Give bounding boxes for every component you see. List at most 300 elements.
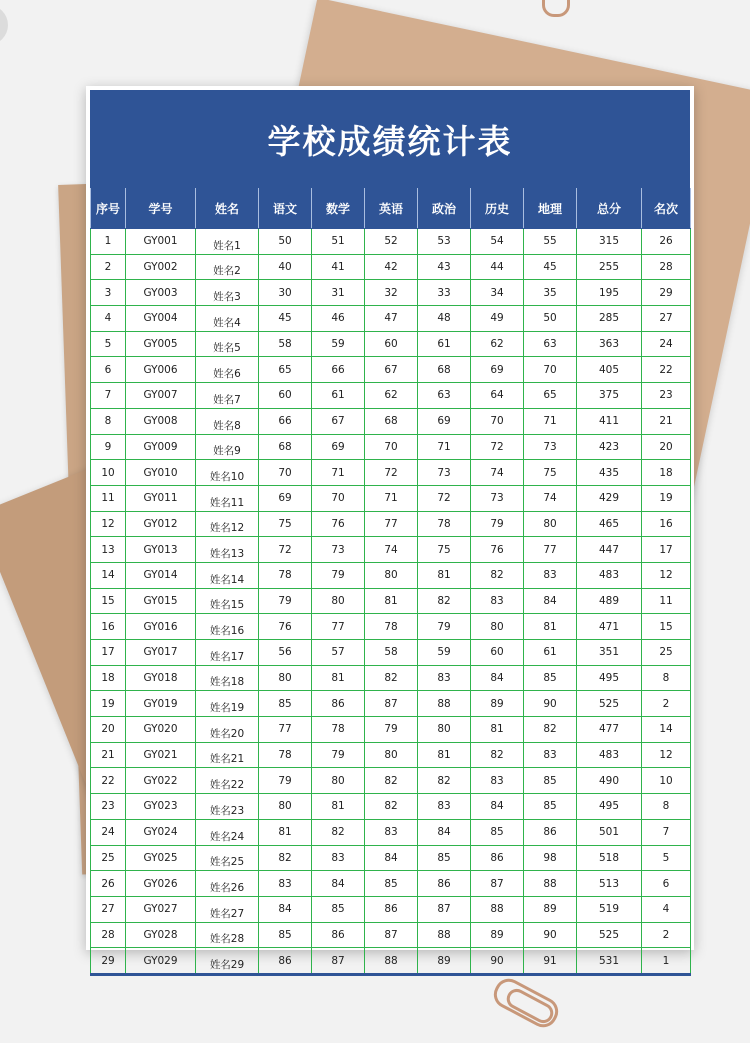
cell-col-total: 518 xyxy=(577,845,642,871)
cell-col-student-id: GY016 xyxy=(126,614,196,640)
cell-col-history: 76 xyxy=(471,537,524,563)
cell-col-politics: 73 xyxy=(418,460,471,486)
table-row xyxy=(91,871,691,897)
cell-col-math: 81 xyxy=(312,665,365,691)
cell-col-name: 姓名28 xyxy=(196,922,259,948)
cell-col-student-id: GY024 xyxy=(126,819,196,845)
cell-col-history: 87 xyxy=(471,871,524,897)
cell-col-geography: 84 xyxy=(524,588,577,614)
cell-col-politics: 72 xyxy=(418,485,471,511)
cell-col-history: 49 xyxy=(471,306,524,332)
cell-col-english: 87 xyxy=(365,922,418,948)
cell-col-name: 姓名11 xyxy=(196,485,259,511)
cell-col-chinese: 79 xyxy=(259,588,312,614)
cell-col-name: 姓名16 xyxy=(196,614,259,640)
cell-col-politics: 75 xyxy=(418,537,471,563)
cell-col-index: 25 xyxy=(91,845,126,871)
cell-col-name: 姓名7 xyxy=(196,383,259,409)
cell-col-student-id: GY029 xyxy=(126,948,196,975)
cell-col-politics: 63 xyxy=(418,383,471,409)
cell-col-index: 28 xyxy=(91,922,126,948)
cell-col-english: 78 xyxy=(365,614,418,640)
cell-col-name: 姓名9 xyxy=(196,434,259,460)
cell-col-geography: 82 xyxy=(524,717,577,743)
cell-col-english: 52 xyxy=(365,229,418,255)
cell-col-total: 525 xyxy=(577,922,642,948)
cell-col-index: 26 xyxy=(91,871,126,897)
cell-col-rank: 17 xyxy=(642,537,691,563)
cell-col-total: 501 xyxy=(577,819,642,845)
cell-col-geography: 65 xyxy=(524,383,577,409)
cell-col-total: 429 xyxy=(577,485,642,511)
cell-col-english: 47 xyxy=(365,306,418,332)
cell-col-math: 86 xyxy=(312,691,365,717)
cell-col-chinese: 58 xyxy=(259,331,312,357)
table-row xyxy=(91,254,691,280)
cell-col-math: 82 xyxy=(312,819,365,845)
cell-col-name: 姓名8 xyxy=(196,408,259,434)
cell-col-student-id: GY022 xyxy=(126,768,196,794)
cell-col-name: 姓名24 xyxy=(196,819,259,845)
table-row xyxy=(91,742,691,768)
cell-col-index: 17 xyxy=(91,640,126,666)
cell-col-chinese: 81 xyxy=(259,819,312,845)
cell-col-geography: 35 xyxy=(524,280,577,306)
table-row xyxy=(91,614,691,640)
cell-col-politics: 43 xyxy=(418,254,471,280)
cell-col-math: 87 xyxy=(312,948,365,975)
title-bar xyxy=(90,90,690,188)
cell-col-index: 10 xyxy=(91,460,126,486)
cell-col-geography: 85 xyxy=(524,794,577,820)
cell-col-rank: 29 xyxy=(642,280,691,306)
cell-col-student-id: GY011 xyxy=(126,485,196,511)
cell-col-history: 83 xyxy=(471,768,524,794)
cell-col-english: 67 xyxy=(365,357,418,383)
cell-col-english: 77 xyxy=(365,511,418,537)
cell-col-geography: 83 xyxy=(524,742,577,768)
cell-col-history: 82 xyxy=(471,742,524,768)
cell-col-total: 483 xyxy=(577,742,642,768)
cell-col-name: 姓名10 xyxy=(196,460,259,486)
cell-col-name: 姓名14 xyxy=(196,562,259,588)
cell-col-politics: 53 xyxy=(418,229,471,255)
cell-col-chinese: 68 xyxy=(259,434,312,460)
cell-col-index: 4 xyxy=(91,306,126,332)
cell-col-politics: 89 xyxy=(418,948,471,975)
cell-col-politics: 81 xyxy=(418,742,471,768)
cell-col-english: 88 xyxy=(365,948,418,975)
cell-col-rank: 20 xyxy=(642,434,691,460)
table-row xyxy=(91,460,691,486)
cell-col-index: 9 xyxy=(91,434,126,460)
cell-col-total: 435 xyxy=(577,460,642,486)
cell-col-politics: 80 xyxy=(418,717,471,743)
cell-col-math: 51 xyxy=(312,229,365,255)
cell-col-name: 姓名15 xyxy=(196,588,259,614)
cell-col-index: 16 xyxy=(91,614,126,640)
cell-col-name: 姓名3 xyxy=(196,280,259,306)
cell-col-rank: 21 xyxy=(642,408,691,434)
header-col-history: 历史 xyxy=(471,188,524,229)
cell-col-index: 22 xyxy=(91,768,126,794)
cell-col-english: 42 xyxy=(365,254,418,280)
cell-col-name: 姓名17 xyxy=(196,640,259,666)
cell-col-chinese: 56 xyxy=(259,640,312,666)
cell-col-english: 81 xyxy=(365,588,418,614)
cell-col-history: 82 xyxy=(471,562,524,588)
cell-col-chinese: 79 xyxy=(259,768,312,794)
cell-col-index: 3 xyxy=(91,280,126,306)
cell-col-history: 88 xyxy=(471,896,524,922)
cell-col-history: 44 xyxy=(471,254,524,280)
cell-col-geography: 98 xyxy=(524,845,577,871)
cell-col-index: 15 xyxy=(91,588,126,614)
cell-col-geography: 50 xyxy=(524,306,577,332)
cell-col-student-id: GY017 xyxy=(126,640,196,666)
cell-col-chinese: 40 xyxy=(259,254,312,280)
cell-col-index: 20 xyxy=(91,717,126,743)
table-row xyxy=(91,768,691,794)
cell-col-history: 79 xyxy=(471,511,524,537)
cell-col-index: 8 xyxy=(91,408,126,434)
cell-col-rank: 22 xyxy=(642,357,691,383)
header-col-total: 总分 xyxy=(577,188,642,229)
cell-col-rank: 14 xyxy=(642,717,691,743)
cell-col-math: 70 xyxy=(312,485,365,511)
cell-col-politics: 88 xyxy=(418,922,471,948)
table-row xyxy=(91,819,691,845)
cell-col-english: 82 xyxy=(365,665,418,691)
cell-col-total: 423 xyxy=(577,434,642,460)
cell-col-chinese: 75 xyxy=(259,511,312,537)
cell-col-history: 54 xyxy=(471,229,524,255)
table-row xyxy=(91,537,691,563)
cell-col-rank: 8 xyxy=(642,794,691,820)
cell-col-geography: 77 xyxy=(524,537,577,563)
cell-col-student-id: GY012 xyxy=(126,511,196,537)
cell-col-index: 21 xyxy=(91,742,126,768)
cell-col-name: 姓名26 xyxy=(196,871,259,897)
cell-col-math: 67 xyxy=(312,408,365,434)
cell-col-student-id: GY010 xyxy=(126,460,196,486)
cell-col-english: 72 xyxy=(365,460,418,486)
cell-col-total: 285 xyxy=(577,306,642,332)
cell-col-politics: 68 xyxy=(418,357,471,383)
cell-col-geography: 88 xyxy=(524,871,577,897)
cell-col-math: 80 xyxy=(312,768,365,794)
cell-col-geography: 91 xyxy=(524,948,577,975)
cell-col-math: 86 xyxy=(312,922,365,948)
cell-col-total: 411 xyxy=(577,408,642,434)
cell-col-name: 姓名19 xyxy=(196,691,259,717)
cell-col-total: 315 xyxy=(577,229,642,255)
cell-col-politics: 85 xyxy=(418,845,471,871)
table-body xyxy=(91,229,691,975)
cell-col-chinese: 85 xyxy=(259,922,312,948)
cell-col-student-id: GY019 xyxy=(126,691,196,717)
cell-col-student-id: GY001 xyxy=(126,229,196,255)
header-col-index: 序号 xyxy=(91,188,126,229)
cell-col-math: 84 xyxy=(312,871,365,897)
cell-col-student-id: GY021 xyxy=(126,742,196,768)
cell-col-total: 465 xyxy=(577,511,642,537)
cell-col-index: 12 xyxy=(91,511,126,537)
cell-col-history: 62 xyxy=(471,331,524,357)
cell-col-math: 59 xyxy=(312,331,365,357)
cell-col-politics: 82 xyxy=(418,588,471,614)
cell-col-english: 83 xyxy=(365,819,418,845)
cell-col-geography: 45 xyxy=(524,254,577,280)
cell-col-english: 74 xyxy=(365,537,418,563)
cell-col-history: 85 xyxy=(471,819,524,845)
cell-col-student-id: GY025 xyxy=(126,845,196,871)
cell-col-history: 83 xyxy=(471,588,524,614)
cell-col-rank: 4 xyxy=(642,896,691,922)
cell-col-chinese: 78 xyxy=(259,562,312,588)
cell-col-politics: 84 xyxy=(418,819,471,845)
cell-col-total: 525 xyxy=(577,691,642,717)
table-row xyxy=(91,229,691,255)
cell-col-rank: 27 xyxy=(642,306,691,332)
cell-col-politics: 71 xyxy=(418,434,471,460)
table-row xyxy=(91,306,691,332)
cell-col-total: 255 xyxy=(577,254,642,280)
cell-col-math: 66 xyxy=(312,357,365,383)
cell-col-name: 姓名2 xyxy=(196,254,259,280)
cell-col-chinese: 80 xyxy=(259,665,312,691)
cell-col-english: 80 xyxy=(365,562,418,588)
cell-col-total: 489 xyxy=(577,588,642,614)
cell-col-total: 195 xyxy=(577,280,642,306)
cell-col-name: 姓名12 xyxy=(196,511,259,537)
cell-col-english: 58 xyxy=(365,640,418,666)
header-col-english: 英语 xyxy=(365,188,418,229)
cell-col-chinese: 76 xyxy=(259,614,312,640)
cell-col-geography: 71 xyxy=(524,408,577,434)
cell-col-math: 41 xyxy=(312,254,365,280)
cell-col-student-id: GY002 xyxy=(126,254,196,280)
cell-col-history: 60 xyxy=(471,640,524,666)
table-row xyxy=(91,691,691,717)
cell-col-history: 80 xyxy=(471,614,524,640)
cell-col-english: 82 xyxy=(365,794,418,820)
cell-col-math: 31 xyxy=(312,280,365,306)
header-col-politics: 政治 xyxy=(418,188,471,229)
cell-col-rank: 8 xyxy=(642,665,691,691)
cell-col-student-id: GY006 xyxy=(126,357,196,383)
cell-col-name: 姓名18 xyxy=(196,665,259,691)
header-col-name: 姓名 xyxy=(196,188,259,229)
cell-col-rank: 5 xyxy=(642,845,691,871)
cell-col-index: 24 xyxy=(91,819,126,845)
cell-col-english: 60 xyxy=(365,331,418,357)
cell-col-name: 姓名29 xyxy=(196,948,259,975)
cell-col-english: 85 xyxy=(365,871,418,897)
table-row xyxy=(91,665,691,691)
cell-col-geography: 90 xyxy=(524,691,577,717)
cell-col-student-id: GY009 xyxy=(126,434,196,460)
cell-col-total: 519 xyxy=(577,896,642,922)
cell-col-chinese: 77 xyxy=(259,717,312,743)
cell-col-history: 70 xyxy=(471,408,524,434)
cell-col-name: 姓名20 xyxy=(196,717,259,743)
cell-col-geography: 86 xyxy=(524,819,577,845)
cell-col-student-id: GY013 xyxy=(126,537,196,563)
cell-col-chinese: 45 xyxy=(259,306,312,332)
cell-col-chinese: 84 xyxy=(259,896,312,922)
header-col-math: 数学 xyxy=(312,188,365,229)
cell-col-geography: 80 xyxy=(524,511,577,537)
cell-col-rank: 16 xyxy=(642,511,691,537)
table-row xyxy=(91,562,691,588)
cell-col-chinese: 50 xyxy=(259,229,312,255)
cell-col-english: 70 xyxy=(365,434,418,460)
cell-col-student-id: GY005 xyxy=(126,331,196,357)
cell-col-geography: 85 xyxy=(524,768,577,794)
cell-col-student-id: GY014 xyxy=(126,562,196,588)
cell-col-math: 46 xyxy=(312,306,365,332)
cell-col-history: 64 xyxy=(471,383,524,409)
cell-col-total: 375 xyxy=(577,383,642,409)
cell-col-name: 姓名22 xyxy=(196,768,259,794)
cell-col-math: 79 xyxy=(312,742,365,768)
cell-col-index: 29 xyxy=(91,948,126,975)
cell-col-math: 85 xyxy=(312,896,365,922)
cell-col-name: 姓名23 xyxy=(196,794,259,820)
cell-col-geography: 70 xyxy=(524,357,577,383)
cell-col-geography: 74 xyxy=(524,485,577,511)
cell-col-name: 姓名5 xyxy=(196,331,259,357)
cell-col-politics: 81 xyxy=(418,562,471,588)
cell-col-chinese: 65 xyxy=(259,357,312,383)
cell-col-geography: 85 xyxy=(524,665,577,691)
cell-col-history: 74 xyxy=(471,460,524,486)
background-decoration xyxy=(0,5,8,45)
cell-col-english: 79 xyxy=(365,717,418,743)
cell-col-geography: 81 xyxy=(524,614,577,640)
table-row xyxy=(91,511,691,537)
paper-clip-icon xyxy=(542,0,570,17)
cell-col-history: 73 xyxy=(471,485,524,511)
cell-col-english: 32 xyxy=(365,280,418,306)
cell-col-name: 姓名13 xyxy=(196,537,259,563)
cell-col-politics: 79 xyxy=(418,614,471,640)
cell-col-politics: 33 xyxy=(418,280,471,306)
cell-col-rank: 2 xyxy=(642,922,691,948)
cell-col-index: 19 xyxy=(91,691,126,717)
cell-col-name: 姓名1 xyxy=(196,229,259,255)
cell-col-chinese: 70 xyxy=(259,460,312,486)
cell-col-english: 71 xyxy=(365,485,418,511)
cell-col-chinese: 69 xyxy=(259,485,312,511)
cell-col-student-id: GY023 xyxy=(126,794,196,820)
cell-col-politics: 87 xyxy=(418,896,471,922)
cell-col-history: 89 xyxy=(471,922,524,948)
cell-col-history: 90 xyxy=(471,948,524,975)
cell-col-geography: 90 xyxy=(524,922,577,948)
cell-col-history: 34 xyxy=(471,280,524,306)
cell-col-index: 18 xyxy=(91,665,126,691)
cell-col-total: 483 xyxy=(577,562,642,588)
cell-col-history: 72 xyxy=(471,434,524,460)
cell-col-math: 77 xyxy=(312,614,365,640)
cell-col-rank: 18 xyxy=(642,460,691,486)
cell-col-name: 姓名25 xyxy=(196,845,259,871)
cell-col-math: 76 xyxy=(312,511,365,537)
cell-col-math: 61 xyxy=(312,383,365,409)
table-row xyxy=(91,357,691,383)
cell-col-total: 363 xyxy=(577,331,642,357)
cell-col-chinese: 86 xyxy=(259,948,312,975)
cell-col-total: 471 xyxy=(577,614,642,640)
cell-col-geography: 63 xyxy=(524,331,577,357)
table-row xyxy=(91,588,691,614)
cell-col-politics: 61 xyxy=(418,331,471,357)
cell-col-politics: 82 xyxy=(418,768,471,794)
cell-col-total: 495 xyxy=(577,665,642,691)
header-col-rank: 名次 xyxy=(642,188,691,229)
cell-col-history: 81 xyxy=(471,717,524,743)
cell-col-math: 79 xyxy=(312,562,365,588)
cell-col-english: 68 xyxy=(365,408,418,434)
table-row xyxy=(91,922,691,948)
grade-sheet xyxy=(86,86,694,971)
table-row xyxy=(91,383,691,409)
cell-col-rank: 15 xyxy=(642,614,691,640)
cell-col-english: 62 xyxy=(365,383,418,409)
cell-col-geography: 55 xyxy=(524,229,577,255)
cell-col-index: 1 xyxy=(91,229,126,255)
cell-col-math: 81 xyxy=(312,794,365,820)
table-row xyxy=(91,280,691,306)
header-col-chinese: 语文 xyxy=(259,188,312,229)
cell-col-name: 姓名21 xyxy=(196,742,259,768)
cell-col-chinese: 78 xyxy=(259,742,312,768)
cell-col-math: 78 xyxy=(312,717,365,743)
cell-col-student-id: GY015 xyxy=(126,588,196,614)
cell-col-student-id: GY020 xyxy=(126,717,196,743)
cell-col-rank: 26 xyxy=(642,229,691,255)
cell-col-rank: 7 xyxy=(642,819,691,845)
cell-col-student-id: GY026 xyxy=(126,871,196,897)
cell-col-index: 5 xyxy=(91,331,126,357)
cell-col-history: 86 xyxy=(471,845,524,871)
cell-col-student-id: GY028 xyxy=(126,922,196,948)
cell-col-chinese: 72 xyxy=(259,537,312,563)
cell-col-rank: 1 xyxy=(642,948,691,975)
cell-col-index: 7 xyxy=(91,383,126,409)
cell-col-rank: 12 xyxy=(642,742,691,768)
cell-col-chinese: 60 xyxy=(259,383,312,409)
cell-col-total: 495 xyxy=(577,794,642,820)
cell-col-rank: 28 xyxy=(642,254,691,280)
cell-col-total: 351 xyxy=(577,640,642,666)
page-title: 学校成绩统计表 xyxy=(267,121,513,161)
cell-col-politics: 83 xyxy=(418,665,471,691)
cell-col-math: 69 xyxy=(312,434,365,460)
cell-col-chinese: 85 xyxy=(259,691,312,717)
cell-col-name: 姓名27 xyxy=(196,896,259,922)
cell-col-history: 84 xyxy=(471,665,524,691)
cell-col-total: 513 xyxy=(577,871,642,897)
cell-col-total: 405 xyxy=(577,357,642,383)
cell-col-english: 87 xyxy=(365,691,418,717)
cell-col-student-id: GY004 xyxy=(126,306,196,332)
cell-col-total: 447 xyxy=(577,537,642,563)
cell-col-index: 13 xyxy=(91,537,126,563)
cell-col-math: 57 xyxy=(312,640,365,666)
